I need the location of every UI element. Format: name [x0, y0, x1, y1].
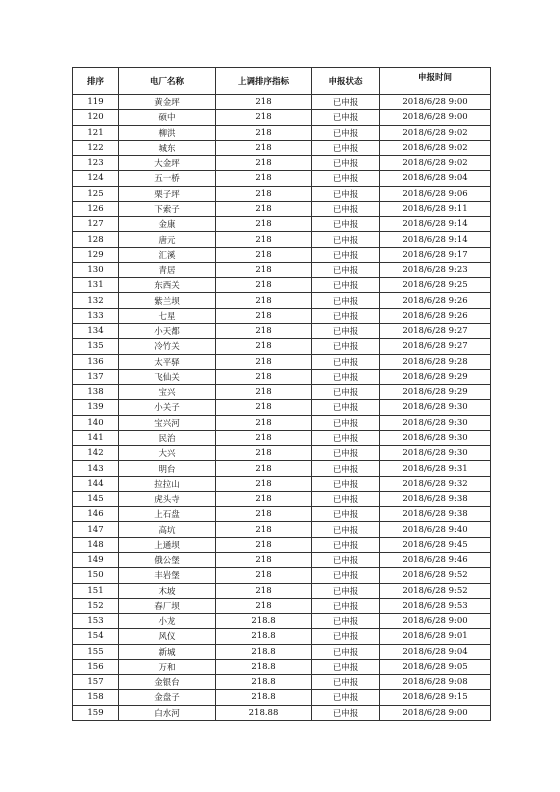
status-cell: 已申报 — [312, 491, 380, 506]
table-row — [73, 705, 491, 720]
time-cell: 2018/6/28 9:14 — [380, 217, 491, 232]
time-cell: 2018/6/28 9:32 — [380, 476, 491, 491]
plant-name-cell: 民治 — [119, 430, 216, 445]
time-cell: 2018/6/28 9:30 — [380, 400, 491, 415]
status-cell: 已申报 — [312, 171, 380, 186]
rank-cell: 159 — [73, 705, 119, 720]
table-row — [73, 568, 491, 583]
index-cell: 218 — [216, 217, 312, 232]
time-cell: 2018/6/28 9:08 — [380, 675, 491, 690]
time-cell: 2018/6/28 9:31 — [380, 461, 491, 476]
index-cell: 218 — [216, 400, 312, 415]
status-cell: 已申报 — [312, 659, 380, 674]
plant-name-cell: 拉拉山 — [119, 476, 216, 491]
table-row — [73, 354, 491, 369]
table-row — [73, 278, 491, 293]
rank-cell: 150 — [73, 568, 119, 583]
table-row — [73, 308, 491, 323]
table-row — [73, 323, 491, 338]
table-row — [73, 430, 491, 445]
rank-cell: 143 — [73, 461, 119, 476]
index-cell: 218 — [216, 323, 312, 338]
table-row — [73, 461, 491, 476]
status-cell: 已申报 — [312, 522, 380, 537]
time-cell: 2018/6/28 9:02 — [380, 156, 491, 171]
plant-name-cell: 柳洪 — [119, 125, 216, 140]
index-cell: 218 — [216, 293, 312, 308]
index-cell: 218 — [216, 369, 312, 384]
rank-cell: 139 — [73, 400, 119, 415]
plant-name-cell: 风仪 — [119, 629, 216, 644]
table-row — [73, 675, 491, 690]
plant-name-cell: 冷竹关 — [119, 339, 216, 354]
rank-cell: 124 — [73, 171, 119, 186]
plant-name-cell: 栗子坪 — [119, 186, 216, 201]
time-cell: 2018/6/28 9:00 — [380, 614, 491, 629]
status-cell: 已申报 — [312, 323, 380, 338]
plant-name-cell: 黄金坪 — [119, 95, 216, 110]
status-cell: 已申报 — [312, 262, 380, 277]
plant-name-cell: 小龙 — [119, 614, 216, 629]
time-cell: 2018/6/28 9:25 — [380, 278, 491, 293]
index-cell: 218 — [216, 461, 312, 476]
index-cell: 218 — [216, 583, 312, 598]
status-cell: 已申报 — [312, 629, 380, 644]
table-row — [73, 95, 491, 110]
table-row — [73, 659, 491, 674]
plant-name-cell: 东西关 — [119, 278, 216, 293]
rank-cell: 155 — [73, 644, 119, 659]
time-cell: 2018/6/28 9:40 — [380, 522, 491, 537]
plant-name-cell: 新城 — [119, 644, 216, 659]
status-cell: 已申报 — [312, 476, 380, 491]
table-row — [73, 125, 491, 140]
table-row — [73, 186, 491, 201]
status-cell: 已申报 — [312, 446, 380, 461]
index-cell: 218.8 — [216, 690, 312, 705]
time-cell: 2018/6/28 9:29 — [380, 369, 491, 384]
plant-name-cell: 金银台 — [119, 675, 216, 690]
index-cell: 218 — [216, 522, 312, 537]
time-cell: 2018/6/28 9:53 — [380, 598, 491, 613]
plant-name-cell: 大金坪 — [119, 156, 216, 171]
rank-cell: 152 — [73, 598, 119, 613]
status-cell: 已申报 — [312, 400, 380, 415]
rank-cell: 142 — [73, 446, 119, 461]
index-cell: 218.8 — [216, 659, 312, 674]
index-cell: 218 — [216, 491, 312, 506]
plant-name-cell: 金盘子 — [119, 690, 216, 705]
plant-name-cell: 丰岩堡 — [119, 568, 216, 583]
plant-name-cell: 太平驿 — [119, 354, 216, 369]
index-cell: 218 — [216, 278, 312, 293]
table-row — [73, 476, 491, 491]
index-cell: 218 — [216, 156, 312, 171]
table-row — [73, 400, 491, 415]
rank-cell: 129 — [73, 247, 119, 262]
time-cell: 2018/6/28 9:01 — [380, 629, 491, 644]
time-cell: 2018/6/28 9:27 — [380, 323, 491, 338]
status-cell: 已申报 — [312, 186, 380, 201]
header-upward-index: 上调排序指标 — [216, 68, 312, 95]
index-cell: 218 — [216, 537, 312, 552]
status-cell: 已申报 — [312, 247, 380, 262]
rank-cell: 151 — [73, 583, 119, 598]
table-row — [73, 507, 491, 522]
status-cell: 已申报 — [312, 415, 380, 430]
time-cell: 2018/6/28 9:00 — [380, 110, 491, 125]
plant-name-cell: 飞仙关 — [119, 369, 216, 384]
status-cell: 已申报 — [312, 461, 380, 476]
index-cell: 218 — [216, 171, 312, 186]
index-cell: 218 — [216, 552, 312, 567]
time-cell: 2018/6/28 9:30 — [380, 446, 491, 461]
plant-name-cell: 俄公堡 — [119, 552, 216, 567]
rank-cell: 121 — [73, 125, 119, 140]
declaration-table — [72, 67, 491, 721]
index-cell: 218.8 — [216, 614, 312, 629]
rank-cell: 136 — [73, 354, 119, 369]
status-cell: 已申报 — [312, 110, 380, 125]
plant-name-cell: 明台 — [119, 461, 216, 476]
index-cell: 218 — [216, 507, 312, 522]
header-rank: 排序 — [73, 68, 119, 95]
plant-name-cell: 上通坝 — [119, 537, 216, 552]
rank-cell: 127 — [73, 217, 119, 232]
plant-name-cell: 木坡 — [119, 583, 216, 598]
header-status: 申报状态 — [312, 68, 380, 95]
index-cell: 218 — [216, 186, 312, 201]
index-cell: 218.88 — [216, 705, 312, 720]
table-row — [73, 415, 491, 430]
time-cell: 2018/6/28 9:02 — [380, 140, 491, 155]
table-row — [73, 293, 491, 308]
rank-cell: 144 — [73, 476, 119, 491]
table-header — [73, 68, 491, 95]
time-cell: 2018/6/28 9:52 — [380, 583, 491, 598]
time-cell: 2018/6/28 9:04 — [380, 644, 491, 659]
index-cell: 218 — [216, 568, 312, 583]
plant-name-cell: 下索子 — [119, 201, 216, 216]
plant-name-cell: 万和 — [119, 659, 216, 674]
status-cell: 已申报 — [312, 354, 380, 369]
plant-name-cell: 金康 — [119, 217, 216, 232]
table-row — [73, 140, 491, 155]
rank-cell: 147 — [73, 522, 119, 537]
rank-cell: 128 — [73, 232, 119, 247]
plant-name-cell: 春厂坝 — [119, 598, 216, 613]
plant-name-cell: 白水河 — [119, 705, 216, 720]
rank-cell: 133 — [73, 308, 119, 323]
table-row — [73, 369, 491, 384]
rank-cell: 125 — [73, 186, 119, 201]
index-cell: 218 — [216, 415, 312, 430]
index-cell: 218.8 — [216, 644, 312, 659]
index-cell: 218 — [216, 247, 312, 262]
index-cell: 218 — [216, 446, 312, 461]
plant-name-cell: 宝兴河 — [119, 415, 216, 430]
table-row — [73, 552, 491, 567]
index-cell: 218 — [216, 476, 312, 491]
time-cell: 2018/6/28 9:06 — [380, 186, 491, 201]
time-cell: 2018/6/28 9:02 — [380, 125, 491, 140]
status-cell: 已申报 — [312, 156, 380, 171]
status-cell: 已申报 — [312, 201, 380, 216]
plant-name-cell: 小关子 — [119, 400, 216, 415]
rank-cell: 123 — [73, 156, 119, 171]
time-cell: 2018/6/28 9:45 — [380, 537, 491, 552]
status-cell: 已申报 — [312, 675, 380, 690]
status-cell: 已申报 — [312, 644, 380, 659]
time-cell: 2018/6/28 9:05 — [380, 659, 491, 674]
index-cell: 218 — [216, 95, 312, 110]
rank-cell: 122 — [73, 140, 119, 155]
time-cell: 2018/6/28 9:38 — [380, 491, 491, 506]
time-cell: 2018/6/28 9:14 — [380, 232, 491, 247]
index-cell: 218 — [216, 385, 312, 400]
time-cell: 2018/6/28 9:52 — [380, 568, 491, 583]
rank-cell: 135 — [73, 339, 119, 354]
plant-name-cell: 上石盘 — [119, 507, 216, 522]
rank-cell: 132 — [73, 293, 119, 308]
index-cell: 218 — [216, 201, 312, 216]
rank-cell: 120 — [73, 110, 119, 125]
plant-name-cell: 青居 — [119, 262, 216, 277]
plant-name-cell: 宝兴 — [119, 385, 216, 400]
time-cell: 2018/6/28 9:30 — [380, 415, 491, 430]
table-row — [73, 385, 491, 400]
table-row — [73, 201, 491, 216]
time-cell: 2018/6/28 9:38 — [380, 507, 491, 522]
status-cell: 已申报 — [312, 140, 380, 155]
table-body — [73, 95, 491, 721]
time-cell: 2018/6/28 9:28 — [380, 354, 491, 369]
table-row — [73, 110, 491, 125]
index-cell: 218 — [216, 339, 312, 354]
table-row — [73, 247, 491, 262]
time-cell: 2018/6/28 9:46 — [380, 552, 491, 567]
status-cell: 已申报 — [312, 217, 380, 232]
table-row — [73, 522, 491, 537]
status-cell: 已申报 — [312, 339, 380, 354]
status-cell: 已申报 — [312, 293, 380, 308]
table-row — [73, 156, 491, 171]
status-cell: 已申报 — [312, 583, 380, 598]
rank-cell: 141 — [73, 430, 119, 445]
rank-cell: 156 — [73, 659, 119, 674]
status-cell: 已申报 — [312, 598, 380, 613]
rank-cell: 148 — [73, 537, 119, 552]
index-cell: 218 — [216, 598, 312, 613]
rank-cell: 119 — [73, 95, 119, 110]
index-cell: 218 — [216, 110, 312, 125]
time-cell: 2018/6/28 9:04 — [380, 171, 491, 186]
time-cell: 2018/6/28 9:23 — [380, 262, 491, 277]
time-cell: 2018/6/28 9:17 — [380, 247, 491, 262]
status-cell: 已申报 — [312, 430, 380, 445]
index-cell: 218 — [216, 140, 312, 155]
rank-cell: 146 — [73, 507, 119, 522]
time-cell: 2018/6/28 9:30 — [380, 430, 491, 445]
table-row — [73, 598, 491, 613]
table-row — [73, 614, 491, 629]
status-cell: 已申报 — [312, 232, 380, 247]
rank-cell: 153 — [73, 614, 119, 629]
plant-name-cell: 大兴 — [119, 446, 216, 461]
status-cell: 已申报 — [312, 507, 380, 522]
rank-cell: 154 — [73, 629, 119, 644]
status-cell: 已申报 — [312, 385, 380, 400]
rank-cell: 149 — [73, 552, 119, 567]
plant-name-cell: 唐元 — [119, 232, 216, 247]
time-cell: 2018/6/28 9:26 — [380, 308, 491, 323]
status-cell: 已申报 — [312, 705, 380, 720]
index-cell: 218.8 — [216, 675, 312, 690]
status-cell: 已申报 — [312, 568, 380, 583]
status-cell: 已申报 — [312, 369, 380, 384]
plant-name-cell: 紫兰坝 — [119, 293, 216, 308]
plant-name-cell: 汇溪 — [119, 247, 216, 262]
time-cell: 2018/6/28 9:00 — [380, 95, 491, 110]
table-row — [73, 217, 491, 232]
rank-cell: 137 — [73, 369, 119, 384]
index-cell: 218 — [216, 262, 312, 277]
plant-name-cell: 城东 — [119, 140, 216, 155]
table-row — [73, 446, 491, 461]
header-row — [73, 68, 491, 95]
status-cell: 已申报 — [312, 278, 380, 293]
rank-cell: 126 — [73, 201, 119, 216]
table-row — [73, 232, 491, 247]
status-cell: 已申报 — [312, 614, 380, 629]
status-cell: 已申报 — [312, 552, 380, 567]
table-row — [73, 629, 491, 644]
index-cell: 218 — [216, 232, 312, 247]
time-cell: 2018/6/28 9:27 — [380, 339, 491, 354]
time-cell: 2018/6/28 9:11 — [380, 201, 491, 216]
status-cell: 已申报 — [312, 308, 380, 323]
plant-name-cell: 虎头寺 — [119, 491, 216, 506]
table-row — [73, 644, 491, 659]
rank-cell: 130 — [73, 262, 119, 277]
status-cell: 已申报 — [312, 95, 380, 110]
table-row — [73, 491, 491, 506]
plant-name-cell: 硕中 — [119, 110, 216, 125]
time-cell: 2018/6/28 9:29 — [380, 385, 491, 400]
rank-cell: 145 — [73, 491, 119, 506]
time-cell: 2018/6/28 9:15 — [380, 690, 491, 705]
rank-cell: 134 — [73, 323, 119, 338]
index-cell: 218.8 — [216, 629, 312, 644]
index-cell: 218 — [216, 354, 312, 369]
plant-name-cell: 七星 — [119, 308, 216, 323]
rank-cell: 157 — [73, 675, 119, 690]
header-plant-name: 电厂名称 — [119, 68, 216, 95]
rank-cell: 140 — [73, 415, 119, 430]
status-cell: 已申报 — [312, 537, 380, 552]
table-row — [73, 690, 491, 705]
index-cell: 218 — [216, 308, 312, 323]
time-cell: 2018/6/28 9:00 — [380, 705, 491, 720]
index-cell: 218 — [216, 430, 312, 445]
plant-name-cell: 五一桥 — [119, 171, 216, 186]
status-cell: 已申报 — [312, 690, 380, 705]
table-row — [73, 262, 491, 277]
table-row — [73, 537, 491, 552]
time-cell: 2018/6/28 9:26 — [380, 293, 491, 308]
plant-name-cell: 高坑 — [119, 522, 216, 537]
plant-name-cell: 小天都 — [119, 323, 216, 338]
rank-cell: 158 — [73, 690, 119, 705]
header-time: 申报时间 — [380, 68, 491, 95]
rank-cell: 138 — [73, 385, 119, 400]
rank-cell: 131 — [73, 278, 119, 293]
table-row — [73, 583, 491, 598]
table-row — [73, 171, 491, 186]
table-row — [73, 339, 491, 354]
index-cell: 218 — [216, 125, 312, 140]
status-cell: 已申报 — [312, 125, 380, 140]
